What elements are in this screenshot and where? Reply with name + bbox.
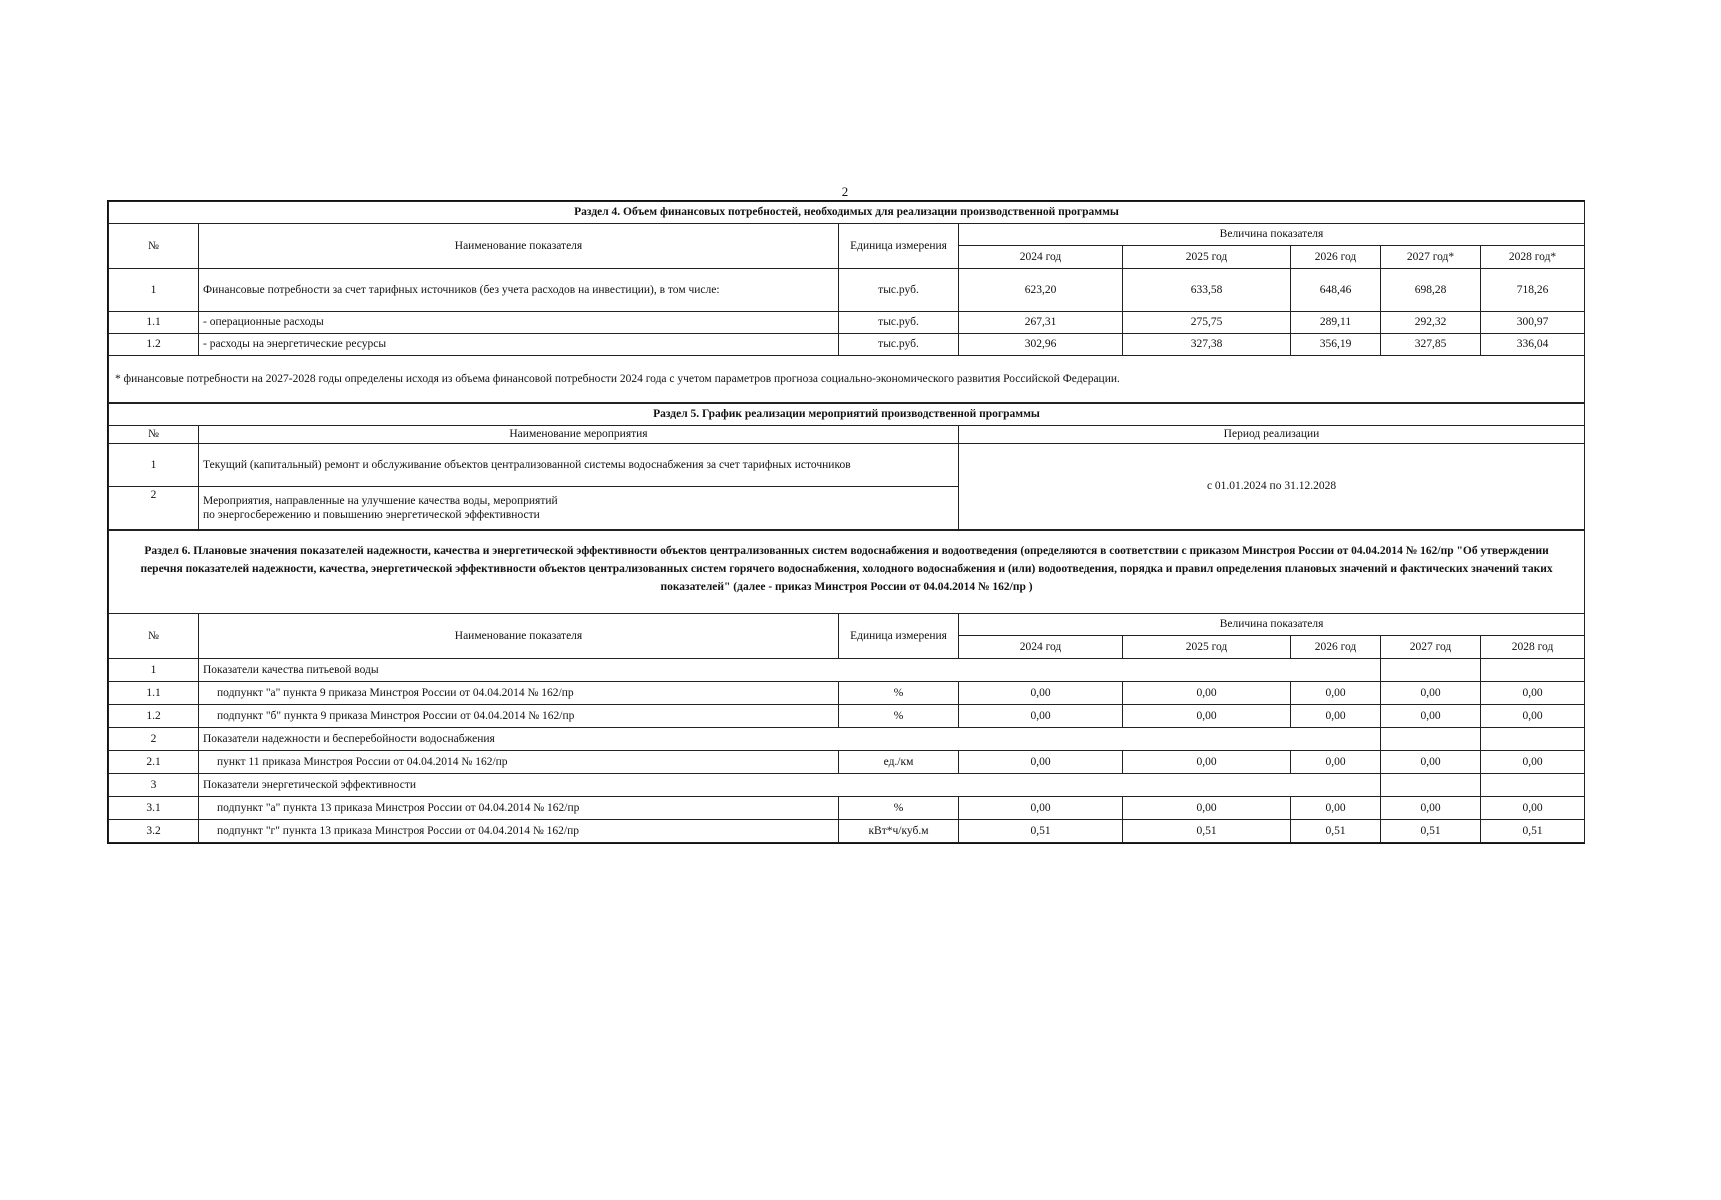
table-row (109, 797, 1585, 820)
row-no: 3.2 (109, 820, 199, 843)
group-row (109, 659, 1585, 682)
row-value: 0,00 (1381, 751, 1481, 774)
group-name: Показатели качества питьевой воды (199, 659, 1381, 682)
row-value: 300,97 (1481, 312, 1585, 334)
row-value: 0,00 (1381, 705, 1481, 728)
row-name-line: по энергосбережению и повышению энергетической эффективности (203, 509, 540, 521)
row-unit: кВт*ч/куб.м (839, 820, 959, 843)
row-value: 0,00 (1381, 797, 1481, 820)
section6-header-unit: Единица измерения (839, 614, 959, 659)
group-row (109, 774, 1585, 797)
row-unit: % (839, 797, 959, 820)
empty-cell (1481, 728, 1585, 751)
row-value: 0,00 (959, 751, 1123, 774)
section6-table (108, 530, 1585, 843)
row-no: 3.1 (109, 797, 199, 820)
table-row (109, 705, 1585, 728)
row-name (199, 487, 959, 530)
row-value: 0,00 (1291, 705, 1381, 728)
row-value: 0,00 (1481, 797, 1585, 820)
row-value: 648,46 (1291, 269, 1381, 312)
section6-header-name: Наименование показателя (199, 614, 839, 659)
group-name: Показатели надежности и бесперебойности водоснабжения (199, 728, 1381, 751)
row-value: 336,04 (1481, 334, 1585, 356)
table-row (109, 334, 1585, 356)
page-number: 2 (841, 184, 849, 199)
row-no: 1 (109, 269, 199, 312)
section6-header-year: 2024 год (959, 635, 1123, 658)
group-row (109, 728, 1585, 751)
group-no: 2 (109, 728, 199, 751)
row-name: - расходы на энергетические ресурсы (199, 334, 839, 356)
section4-header-year: 2024 год (959, 245, 1123, 268)
section4-header-year: 2025 год (1123, 245, 1291, 268)
row-value: 0,00 (1123, 797, 1291, 820)
empty-cell (1381, 728, 1481, 751)
section5-period: с 01.01.2024 по 31.12.2028 (959, 444, 1585, 530)
empty-cell (1381, 774, 1481, 797)
row-value: 275,75 (1123, 312, 1291, 334)
section4-header-year: 2027 год* (1381, 245, 1481, 268)
row-value: 0,00 (959, 797, 1123, 820)
row-value: 0,51 (1123, 820, 1291, 843)
empty-cell (1481, 659, 1585, 682)
row-value: 0,51 (1291, 820, 1381, 843)
row-no: 1 (109, 444, 199, 487)
row-name: подпункт "а" пункта 9 приказа Минстроя России от 04.04.2014 № 162/пр (199, 682, 839, 705)
row-no: 1.2 (109, 334, 199, 356)
row-value: 0,00 (1381, 682, 1481, 705)
row-no: 1.1 (109, 682, 199, 705)
row-value: 0,00 (1291, 797, 1381, 820)
row-value: 0,51 (1381, 820, 1481, 843)
row-value: 0,51 (959, 820, 1123, 843)
row-value: 327,38 (1123, 334, 1291, 356)
section4-header-unit: Единица измерения (839, 224, 959, 269)
row-no: 1.1 (109, 312, 199, 334)
row-unit: тыс.руб. (839, 269, 959, 312)
table-row (109, 444, 1585, 487)
section6-header-year: 2026 год (1291, 635, 1381, 658)
row-no: 2 (109, 487, 199, 530)
row-name: - операционные расходы (199, 312, 839, 334)
row-value: 0,00 (1291, 751, 1381, 774)
document-tables (107, 200, 1585, 844)
row-value: 718,26 (1481, 269, 1585, 312)
row-no: 2.1 (109, 751, 199, 774)
row-unit: тыс.руб. (839, 334, 959, 356)
row-value: 0,00 (1481, 705, 1585, 728)
empty-cell (1481, 774, 1585, 797)
row-value: 0,00 (1123, 751, 1291, 774)
row-value: 289,11 (1291, 312, 1381, 334)
table-row (109, 682, 1585, 705)
row-value: 292,32 (1381, 312, 1481, 334)
row-value: 0,00 (1481, 751, 1585, 774)
row-unit: тыс.руб. (839, 312, 959, 334)
row-value: 698,28 (1381, 269, 1481, 312)
section4-footnote: * финансовые потребности на 2027-2028 годы определены исходя из объема финансовой потребности 2024 года с учетом параметров прогноза социально-экономического развития Российской Федерации. (109, 356, 1585, 403)
section6-header-value-group: Величина показателя (959, 614, 1585, 636)
row-unit: % (839, 682, 959, 705)
section5-title: Раздел 5. График реализации мероприятий производственной программы (109, 404, 1585, 426)
row-value: 302,96 (959, 334, 1123, 356)
row-value: 356,19 (1291, 334, 1381, 356)
row-value: 0,00 (959, 682, 1123, 705)
row-name: пункт 11 приказа Минстроя России от 04.04.2014 № 162/пр (199, 751, 839, 774)
section4-table (108, 201, 1585, 403)
section4-header-name: Наименование показателя (199, 224, 839, 269)
row-value: 633,58 (1123, 269, 1291, 312)
row-value: 0,51 (1481, 820, 1585, 843)
section6-header-no: № (109, 614, 199, 659)
section6-header-year: 2028 год (1481, 635, 1585, 658)
section6-header-year: 2027 год (1381, 635, 1481, 658)
empty-cell (1381, 659, 1481, 682)
row-name: подпункт "а" пункта 13 приказа Минстроя России от 04.04.2014 № 162/пр (199, 797, 839, 820)
row-no: 1.2 (109, 705, 199, 728)
row-value: 0,00 (959, 705, 1123, 728)
section5-table (108, 403, 1585, 530)
row-name: Текущий (капитальный) ремонт и обслуживание объектов централизованной системы водоснабжения за счет тарифных источников (199, 444, 959, 487)
section6-header-year: 2025 год (1123, 635, 1291, 658)
section6-title: Раздел 6. Плановые значения показателей надежности, качества и энергетической эффективности объектов централизованных систем водоснабжения и водоотведения (определяются в соответствии с приказом Минстроя России от 04.04.2014 № 162/пр "Об утверждении перечня показателей надежности, качества, энергетической эффективности объектов централизованных систем горячего водоснабжения, холодного водоснабжения и (или) водоотведения, порядка и правил определения плановых значений и фактических значений таких показателей" (далее - приказ Минстроя России от 04.04.2014 № 162/пр ) (109, 531, 1585, 614)
group-no: 3 (109, 774, 199, 797)
section4-header-value-group: Величина показателя (959, 224, 1585, 246)
row-name: Финансовые потребности за счет тарифных источников (без учета расходов на инвестиции), в том числе: (199, 269, 839, 312)
section4-title: Раздел 4. Объем финансовых потребностей, необходимых для реализации производственной программы (109, 202, 1585, 224)
row-name: подпункт "б" пункта 9 приказа Минстроя России от 04.04.2014 № 162/пр (199, 705, 839, 728)
table-row (109, 820, 1585, 843)
section5-header-period: Период реализации (959, 426, 1585, 444)
table-row (109, 312, 1585, 334)
row-unit: ед./км (839, 751, 959, 774)
section5-header-no: № (109, 426, 199, 444)
row-value: 267,31 (959, 312, 1123, 334)
row-value: 0,00 (1481, 682, 1585, 705)
row-value: 0,00 (1123, 705, 1291, 728)
section4-header-year: 2028 год* (1481, 245, 1585, 268)
row-unit: % (839, 705, 959, 728)
section4-header-year: 2026 год (1291, 245, 1381, 268)
row-value: 327,85 (1381, 334, 1481, 356)
row-name: подпункт "г" пункта 13 приказа Минстроя России от 04.04.2014 № 162/пр (199, 820, 839, 843)
row-value: 0,00 (1123, 682, 1291, 705)
table-row (109, 751, 1585, 774)
row-name-line: Мероприятия, направленные на улучшение качества воды, мероприятий (203, 494, 558, 507)
row-value: 0,00 (1291, 682, 1381, 705)
table-row (109, 269, 1585, 312)
group-name: Показатели энергетической эффективности (199, 774, 1381, 797)
section5-header-name: Наименование мероприятия (199, 426, 959, 444)
group-no: 1 (109, 659, 199, 682)
row-value: 623,20 (959, 269, 1123, 312)
section4-header-no: № (109, 224, 199, 269)
